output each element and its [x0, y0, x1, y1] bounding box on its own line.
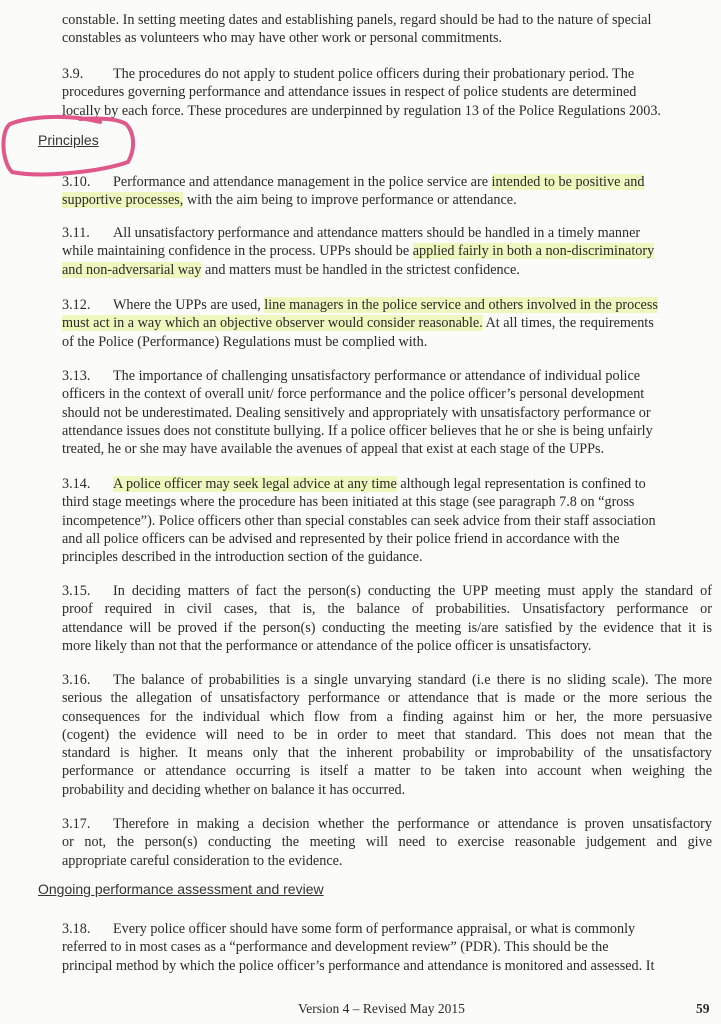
paragraph — [62, 475, 712, 566]
line-text: The procedures do not apply to student police officers during their probationary period. The — [113, 66, 635, 82]
line-text: locally by each force. These procedures are underpinned by regulation 13 of the Police Regulations 2003. — [62, 102, 661, 119]
line-text: Performance and attendance management in the police service are — [113, 174, 492, 190]
paragraph — [62, 671, 712, 799]
text-line — [62, 422, 712, 440]
text-line — [62, 833, 712, 851]
paragraph — [62, 582, 712, 655]
text-line — [62, 440, 712, 458]
heading-ongoing-performance: Ongoing performance assessment and review — [38, 881, 324, 897]
line-text: The balance of probabilities is a single unvarying standard (i.e there is no sliding scale). The more — [113, 672, 712, 688]
text-line — [62, 600, 712, 618]
page-number: 59 — [696, 1001, 710, 1016]
line-text: although legal representation is confined to — [396, 476, 646, 492]
line-text: proof required in civil cases, that is, the balance of probabilities. Unsatisfactory performance or — [62, 601, 712, 618]
text-line — [62, 582, 712, 600]
text-line — [62, 261, 712, 279]
paragraph — [62, 920, 712, 975]
line-text: attendance issues does not constitute bullying. If a police officer believes that he or she is being unfairly — [62, 422, 653, 439]
line-text: principal method by which the police officer’s performance and attendance is monitored and assessed. It — [62, 957, 655, 974]
paragraph-number: 3.13. — [62, 368, 91, 384]
text-line — [62, 920, 712, 938]
highlighted-text: A police officer may seek legal advice at any time — [113, 476, 397, 492]
highlighted-text: line managers in the police service and others involved in the process — [264, 297, 658, 313]
text-line — [62, 173, 712, 191]
line-text: constable. In setting meeting dates and establishing panels, regard should be had to the nature of special — [62, 12, 652, 28]
line-text: All unsatisfactory performance and attendance matters should be handled in a timely manner — [113, 225, 641, 241]
paragraph-number: 3.15. — [62, 583, 91, 599]
text-line — [62, 242, 712, 260]
line-text: Therefore in making a decision whether the performance or attendance is proven unsatisfactory — [113, 816, 712, 832]
text-line — [62, 548, 712, 566]
paragraph — [62, 224, 712, 279]
text-line — [62, 781, 712, 799]
line-text: more likely than not that the performance or attendance of the police officer is unsatisfactory. — [62, 637, 592, 654]
text-line — [62, 404, 712, 422]
paragraph-number: 3.10. — [62, 174, 91, 190]
text-line — [62, 385, 712, 403]
line-text: appropriate careful consideration to the evidence. — [62, 852, 343, 869]
text-line — [62, 333, 712, 351]
line-text: The importance of challenging unsatisfactory performance or attendance of individual police — [113, 368, 641, 384]
line-text: or not, the person(s) conducting the meeting will need to exercise reasonable judgement and give — [62, 834, 712, 851]
text-line — [62, 475, 712, 493]
line-text: of the Police (Performance) Regulations must be complied with. — [62, 333, 428, 350]
text-line — [62, 65, 712, 83]
text-line — [62, 726, 712, 744]
line-text: and matters must be handled in the strictest confidence. — [201, 261, 520, 278]
line-text: standard is higher. It means only that the inherent probability or improbability of the unsatisfactory — [62, 745, 712, 762]
paragraph-number: 3.16. — [62, 672, 91, 688]
line-text: attendance will be proved if the person(s) conducting the meeting is/are satisfied by the evidence that it is — [62, 619, 712, 636]
line-text: In deciding matters of fact the person(s) conducting the UPP meeting must apply the standard of — [113, 583, 712, 599]
line-text: consequences for the individual which flow from a finding against him or her, the more persuasive — [62, 708, 712, 725]
text-line — [62, 512, 712, 530]
text-line — [62, 224, 712, 242]
text-line — [62, 744, 712, 762]
highlighted-text: applied fairly in both a non-discriminatory — [412, 243, 655, 260]
text-line — [62, 852, 712, 870]
paragraph-number: 3.11. — [62, 225, 90, 241]
text-line — [62, 83, 712, 101]
highlighted-text: supportive processes, — [62, 192, 184, 209]
line-text: should not be underestimated. Dealing sensitively and appropriately with unsatisfactory performance or — [62, 404, 651, 421]
heading-principles: Principles — [38, 132, 99, 148]
text-line — [62, 367, 712, 385]
text-line — [62, 938, 712, 956]
text-line — [62, 11, 712, 29]
line-text: while maintaining confidence in the process. UPPs should be — [62, 243, 413, 260]
line-text: principles described in the introduction section of the guidance. — [62, 549, 423, 566]
paragraph — [62, 65, 712, 120]
line-text: constables as volunteers who may have other work or personal commitments. — [62, 30, 503, 47]
line-text: performance or attendance occurring is itself a matter to be taken into account when weighing the — [62, 763, 712, 780]
text-line — [62, 314, 712, 332]
paragraph-number: 3.14. — [62, 476, 91, 492]
text-line — [62, 708, 712, 726]
text-line — [62, 530, 712, 548]
paragraph — [62, 11, 712, 48]
highlighted-text: intended to be positive and — [491, 174, 645, 190]
line-text: and all police officers can be advised and represented by their police friend in accordance with the — [62, 530, 620, 547]
line-text: referred to in most cases as a “performance and development review” (PDR). This should be the — [62, 939, 609, 956]
text-line — [62, 957, 712, 975]
text-line — [62, 637, 712, 655]
highlighted-text: must act in a way which an objective observer would consider reasonable. — [62, 315, 483, 332]
text-line — [62, 191, 712, 209]
line-text: At all times, the requirements — [482, 315, 654, 332]
line-text: officers in the context of overall unit/ force performance and the police officer’s personal development — [62, 386, 645, 403]
text-line — [62, 689, 712, 707]
line-text: (cogent) the evidence will need to be in order to meet that standard. This does not mean that the — [62, 726, 712, 743]
line-text: Every police officer should have some form of performance appraisal, or what is commonly — [113, 921, 636, 937]
line-text: probability and deciding whether on balance it has occurred. — [62, 781, 406, 798]
paragraph-number: 3.17. — [62, 816, 91, 832]
line-text: with the aim being to improve performance or attendance. — [183, 192, 517, 209]
paragraph-number: 3.12. — [62, 297, 91, 313]
text-line — [62, 29, 712, 47]
line-text: incompetence”). Police officers other than special constables can seek advice from their staff association — [62, 512, 656, 529]
footer-version: Version 4 – Revised May 2015 — [298, 1001, 465, 1016]
paragraph — [62, 815, 712, 870]
text-line — [62, 102, 712, 120]
line-text: Where the UPPs are used, — [113, 297, 265, 313]
line-text: third stage meetings where the procedure has been initiated at this stage (see paragraph 7.8 on “gross — [62, 494, 635, 511]
text-line — [62, 619, 712, 637]
line-text: treated, he or she may have available the avenues of appeal that exist at each stage of the UPPs. — [62, 441, 605, 458]
text-line — [62, 762, 712, 780]
text-line — [62, 493, 712, 511]
line-text: procedures governing performance and attendance issues in respect of police students are determined — [62, 84, 637, 101]
text-line — [62, 815, 712, 833]
line-text: serious the allegation of unsatisfactory performance or attendance that is made or the more serious the — [62, 690, 712, 707]
text-line — [62, 671, 712, 689]
paragraph — [62, 296, 712, 351]
text-line — [62, 296, 712, 314]
pink-circle-annotation — [0, 110, 140, 180]
paragraph — [62, 173, 712, 210]
highlighted-text: and non-adversarial way — [62, 261, 202, 278]
paragraph-number: 3.9. — [62, 66, 84, 82]
paragraph-number: 3.18. — [62, 921, 91, 937]
paragraph — [62, 367, 712, 458]
